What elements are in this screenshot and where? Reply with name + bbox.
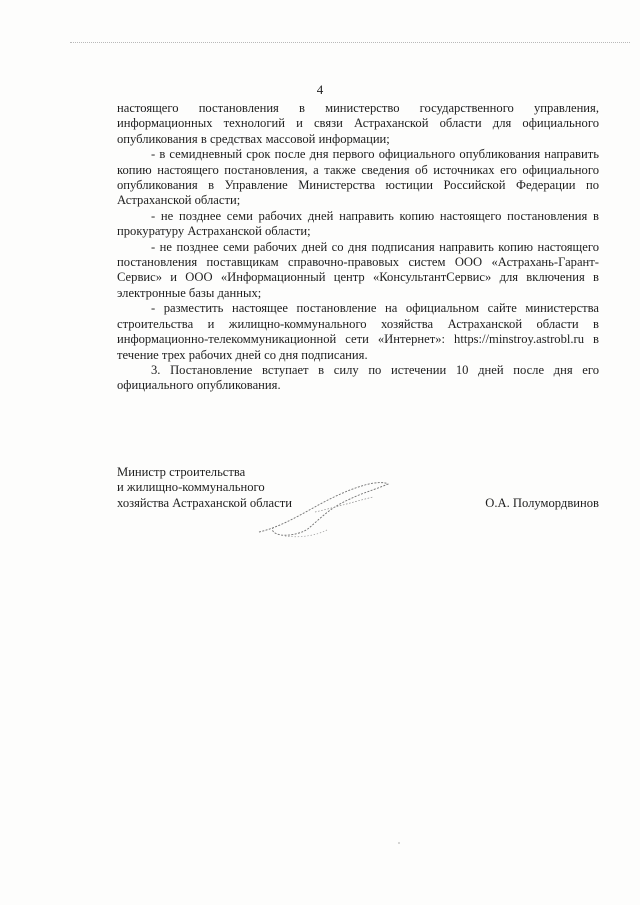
paragraph-effective-date: 3. Постановление вступает в силу по истечении 10 дней после дня его официального опубликования. [117,362,599,393]
signatory-title-line-1: Министр строительства [117,465,246,479]
document-body [117,101,599,394]
signatory-title-line-2: и жилищно-коммунального [117,480,265,495]
page-number: 4 [316,82,324,97]
handwritten-signature [255,478,395,540]
paragraph-website-publication: - разместить настоящее постановление на официальном сайте министерства строительства и жилищно-коммунального хозяйства Астраханской области в информационно-телекоммуникационной сети «Интернет»: https://minstroy.astrobl.ru в течение трех рабочих дней со дня подписания. [117,301,599,362]
scan-edge-line [70,42,630,43]
signatory-title-line-3: хозяйства Астраханской области [117,495,292,510]
paragraph-publication-copy: - в семидневный срок после дня первого официального опубликования направить копию настоящего постановления, а также сведения об источниках его официального опубликования в Управление Министерства юстиции Российской Федерации по Астраханской области; [117,147,599,208]
signatory-name: О.А. Полумордвинов [485,495,599,510]
scan-speck [398,842,400,844]
paragraph-legal-systems-copy: - не позднее семи рабочих дней со дня подписания направить копию настоящего постановления поставщикам справочно-правовых систем ООО «Астрахань-Гарант-Сервис» и ООО «Информационный центр «КонсультантСервис» для включения в электронные базы данных; [117,239,599,300]
paragraph-prosecutor-copy: - не позднее семи рабочих дней направить копию настоящего постановления в прокуратуру Астраханской области; [117,208,599,239]
paragraph-continuation: настоящего постановления в министерство государственного управления, информационных технологий и связи Астраханской области для официального опубликования в средствах массовой информации; [117,101,599,146]
